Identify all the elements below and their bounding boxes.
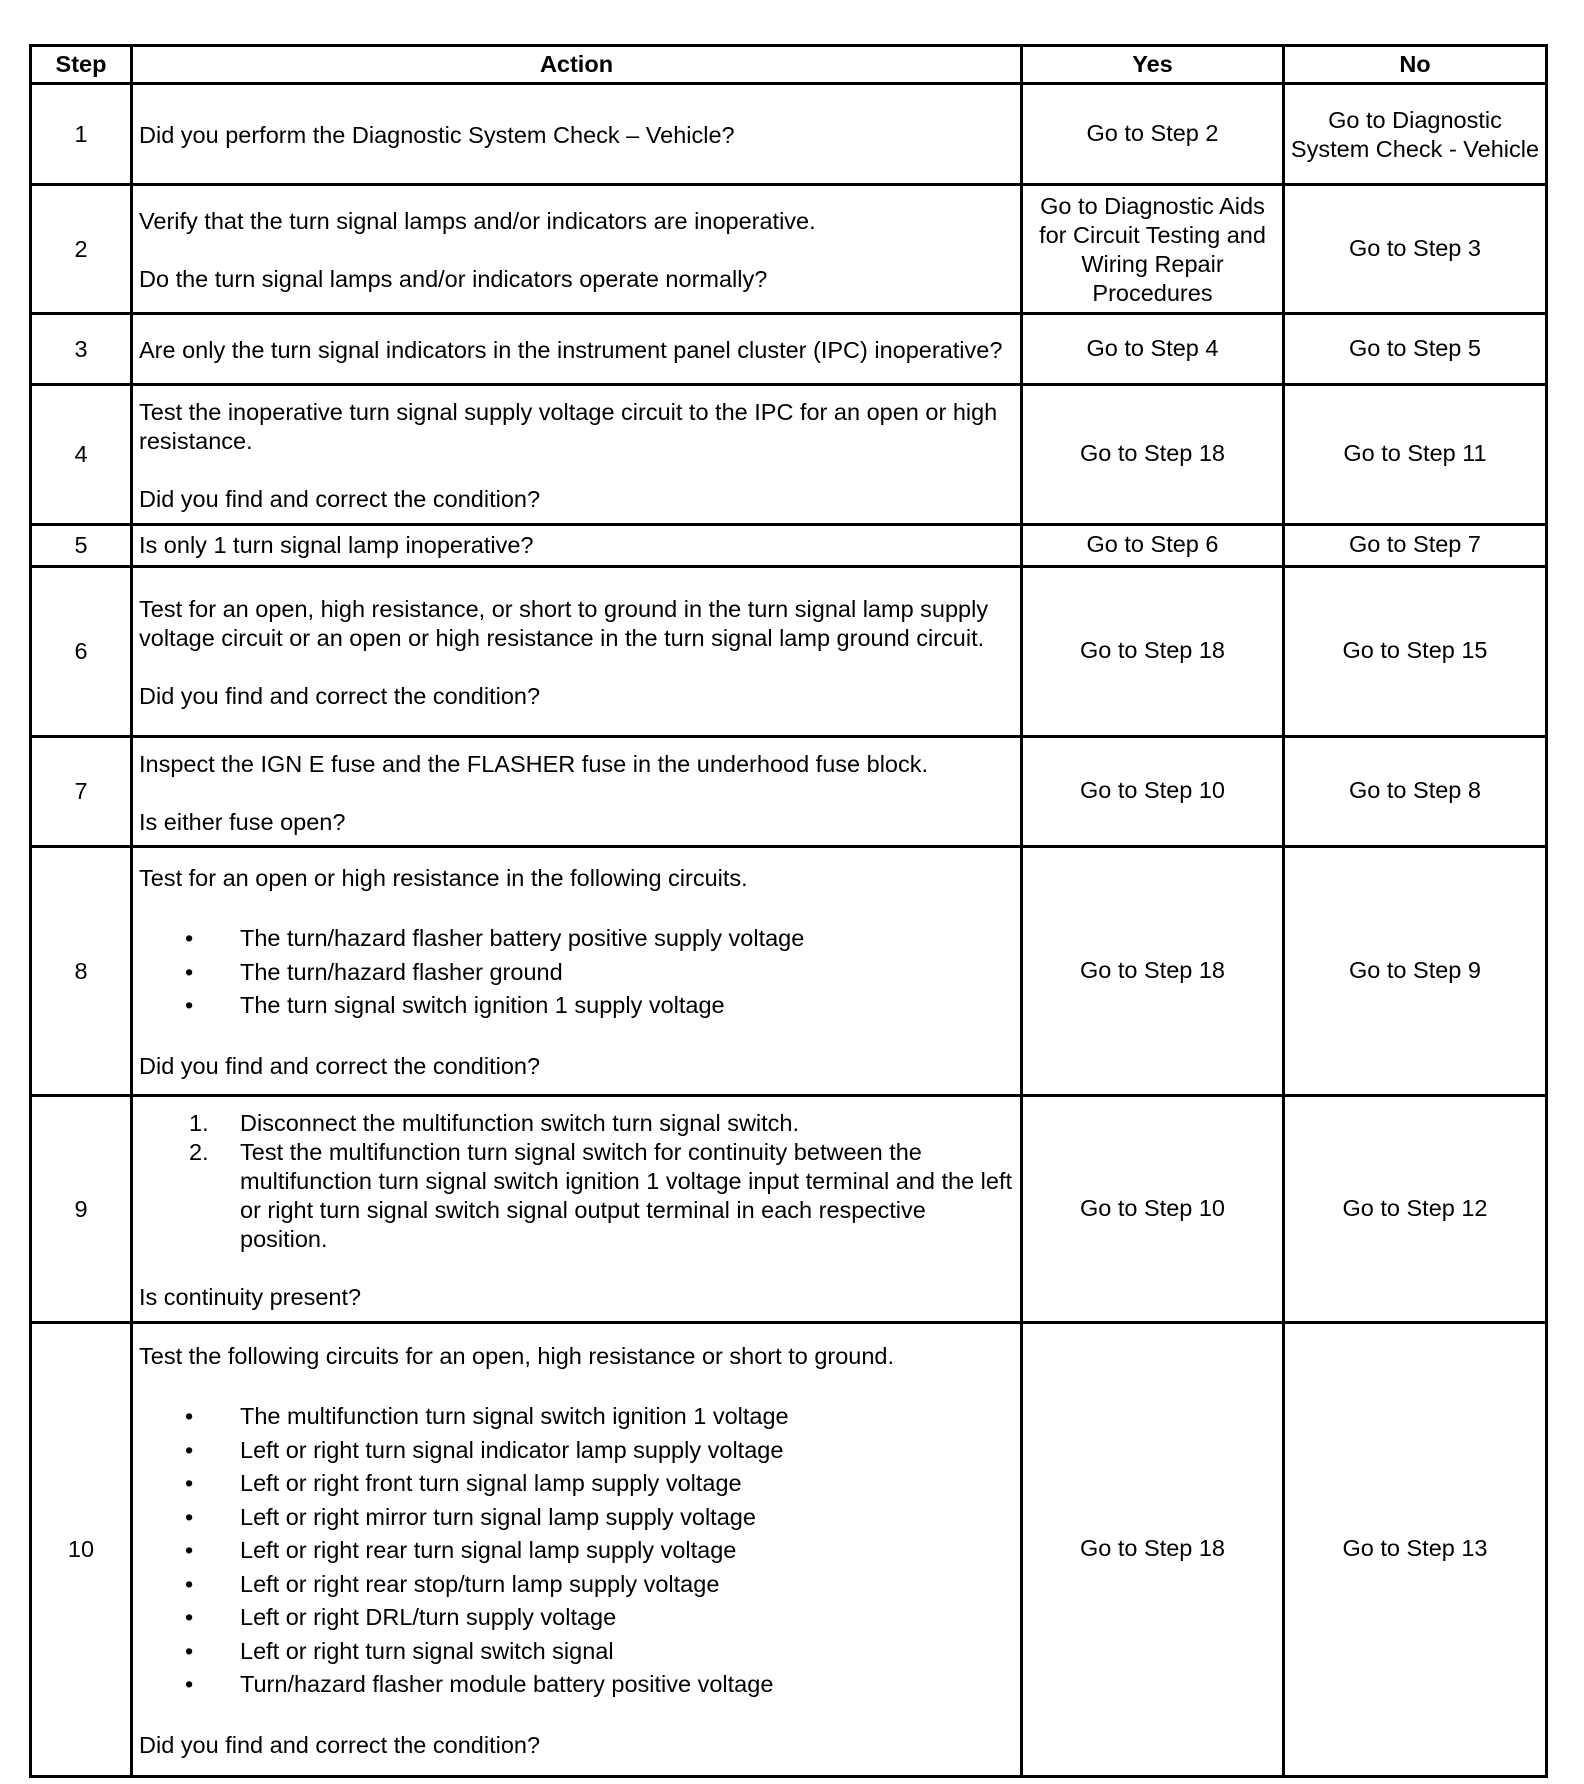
action-instruction: Test the inoperative turn signal supply voltage circuit to the IPC for an open or high resistance. [139, 399, 998, 454]
action-question: Did you find and correct the condition? [139, 486, 541, 512]
table-row [31, 314, 1547, 385]
yes-outcome: Go to Step 18 [1022, 567, 1284, 737]
bullet-marker: • [185, 925, 194, 952]
table-row [31, 525, 1547, 567]
no-outcome: Go to Step 5 [1284, 314, 1547, 385]
bullet-marker: • [185, 1671, 194, 1698]
circuit-list [139, 922, 1014, 1023]
list-item: • Left or right rear turn signal lamp supply voltage [139, 1534, 1014, 1568]
action-instruction: Test for an open or high resistance in the following circuits. [139, 865, 748, 892]
yes-outcome: Go to Step 6 [1022, 525, 1284, 567]
bullet-marker: • [185, 1637, 194, 1664]
action-cell [132, 385, 1022, 525]
no-outcome: Go to Step 11 [1284, 385, 1547, 525]
action-question: Are only the turn signal indicators in the instrument panel cluster (IPC) inoperative? [139, 337, 1003, 363]
bullet-marker: • [185, 958, 194, 985]
yes-outcome: Go to Step 2 [1022, 84, 1284, 185]
action-instruction: Inspect the IGN E fuse and the FLASHER fuse in the underhood fuse block. [139, 750, 929, 777]
header-row [31, 46, 1547, 84]
action-cell [132, 737, 1022, 847]
action-cell [132, 84, 1022, 185]
bullet-marker: • [185, 1570, 194, 1597]
bullet-marker: • [185, 1436, 194, 1463]
number-marker: 1. [189, 1110, 209, 1136]
header-action: Action [132, 46, 1022, 84]
bullet-marker: • [185, 1470, 194, 1497]
step-number: 2 [31, 185, 132, 314]
action-question: Is only 1 turn signal lamp inoperative? [139, 532, 534, 558]
yes-outcome: Go to Step 18 [1022, 847, 1284, 1096]
table-row [31, 847, 1547, 1096]
diagnostic-table [29, 44, 1548, 1778]
no-outcome: Go to Step 9 [1284, 847, 1547, 1096]
list-item: • Left or right rear stop/turn lamp supply voltage [139, 1568, 1014, 1602]
list-item: 2. Test the multifunction turn signal switch for continuity between the multifunction turn signal switch ignition 1 voltage input terminal and the left or right turn signal switch signal output terminal in each respective position. [189, 1139, 1013, 1252]
action-instruction: Test for an open, high resistance, or short to ground in the turn signal lamp supply voltage circuit or an open or high resistance in the turn signal lamp ground circuit. [139, 596, 989, 651]
action-cell [132, 185, 1022, 314]
action-cell [132, 567, 1022, 737]
list-item: • Turn/hazard flasher module battery positive voltage [139, 1668, 1014, 1702]
step-number: 6 [31, 567, 132, 737]
action-question: Do the turn signal lamps and/or indicators operate normally? [139, 266, 768, 292]
yes-outcome: Go to Step 4 [1022, 314, 1284, 385]
action-cell [132, 314, 1022, 385]
bullet-marker: • [185, 1604, 194, 1631]
yes-outcome: Go to Step 18 [1022, 1323, 1284, 1777]
no-outcome: Go to Step 15 [1284, 567, 1547, 737]
action-question: Did you find and correct the condition? [139, 1052, 541, 1079]
list-item: • Left or right front turn signal lamp supply voltage [139, 1467, 1014, 1501]
step-number: 1 [31, 84, 132, 185]
step-number: 5 [31, 525, 132, 567]
no-outcome: Go to Step 13 [1284, 1323, 1547, 1777]
table-row [31, 84, 1547, 185]
table-row [31, 1323, 1547, 1777]
bullet-marker: • [185, 1537, 194, 1564]
list-item: • The turn/hazard flasher ground [139, 956, 1014, 990]
action-question: Did you find and correct the condition? [139, 683, 541, 709]
action-instruction: Verify that the turn signal lamps and/or indicators are inoperative. [139, 208, 816, 234]
header-yes: Yes [1022, 46, 1284, 84]
table-row [31, 737, 1547, 847]
circuit-list [139, 1400, 1014, 1702]
step-number: 7 [31, 737, 132, 847]
table-row [31, 185, 1547, 314]
yes-outcome: Go to Step 10 [1022, 737, 1284, 847]
header-no: No [1284, 46, 1547, 84]
action-question: Is either fuse open? [139, 808, 346, 835]
step-number: 10 [31, 1323, 132, 1777]
number-marker: 2. [189, 1139, 209, 1165]
bullet-marker: • [185, 1503, 194, 1530]
bullet-marker: • [185, 1403, 194, 1430]
action-question: Is continuity present? [139, 1284, 362, 1310]
action-question: Did you perform the Diagnostic System Check – Vehicle? [139, 122, 735, 148]
list-item: 1. Disconnect the multifunction switch turn signal switch. [189, 1110, 800, 1136]
table-row [31, 385, 1547, 525]
action-cell [132, 525, 1022, 567]
yes-outcome: Go to Step 18 [1022, 385, 1284, 525]
list-item: • The turn/hazard flasher battery positive supply voltage [139, 922, 1014, 956]
action-question: Did you find and correct the condition? [139, 1731, 541, 1758]
step-number: 4 [31, 385, 132, 525]
no-outcome: Go to Step 12 [1284, 1096, 1547, 1323]
list-item: • Left or right turn signal switch signal [139, 1635, 1014, 1669]
table-row [31, 1096, 1547, 1323]
no-outcome: Go to Diagnostic System Check - Vehicle [1284, 84, 1547, 185]
action-instruction: Test the following circuits for an open, high resistance or short to ground. [139, 1343, 895, 1370]
action-cell [132, 1096, 1022, 1323]
step-number: 3 [31, 314, 132, 385]
step-number: 9 [31, 1096, 132, 1323]
table-row [31, 567, 1547, 737]
no-outcome: Go to Step 7 [1284, 525, 1547, 567]
list-item: • Left or right mirror turn signal lamp supply voltage [139, 1501, 1014, 1535]
procedure-list [139, 1109, 1014, 1254]
yes-outcome: Go to Step 10 [1022, 1096, 1284, 1323]
step-number: 8 [31, 847, 132, 1096]
header-step: Step [31, 46, 132, 84]
list-item: • Left or right turn signal indicator lamp supply voltage [139, 1434, 1014, 1468]
list-item: • Left or right DRL/turn supply voltage [139, 1601, 1014, 1635]
no-outcome: Go to Step 3 [1284, 185, 1547, 314]
list-item: • The multifunction turn signal switch ignition 1 voltage [139, 1400, 1014, 1434]
list-item: • The turn signal switch ignition 1 supply voltage [139, 989, 1014, 1023]
no-outcome: Go to Step 8 [1284, 737, 1547, 847]
yes-outcome: Go to Diagnostic Aids for Circuit Testing and Wiring Repair Procedures [1022, 185, 1284, 314]
action-cell [132, 847, 1022, 1096]
action-cell [132, 1323, 1022, 1777]
bullet-marker: • [185, 992, 194, 1019]
